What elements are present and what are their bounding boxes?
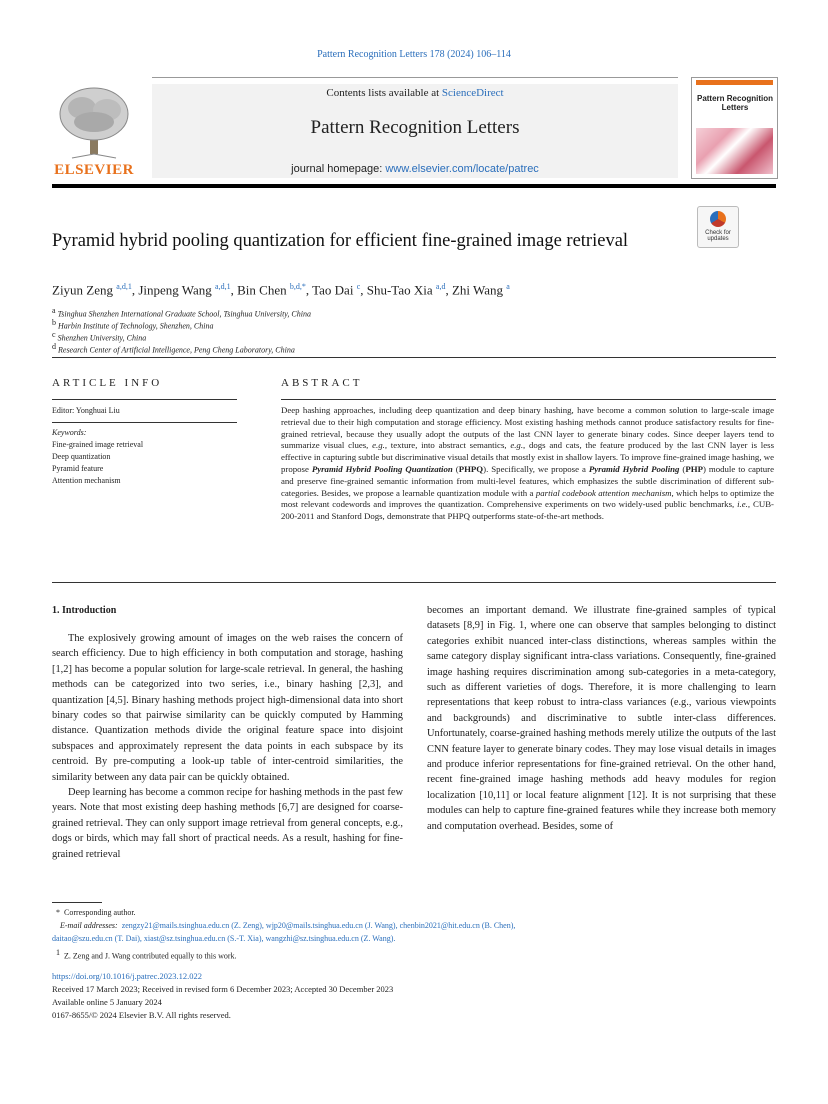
abstract-heading: ABSTRACT	[281, 377, 363, 389]
header-bottom-rule	[52, 184, 776, 188]
homepage-link[interactable]: www.elsevier.com/locate/patrec	[385, 163, 539, 175]
check-updates-icon	[710, 211, 726, 227]
paragraph: Deep learning has become a common recipe for hashing methods in the past few years. Note that most existing deep hashing methods [6,7] are designed for coarse-grained retrieval. They can only support image retrieval from general concepts, e.g., dogs or birds, which may fall short of practical needs. As a result, hashing for fine-grained retrieval	[52, 787, 403, 860]
editor-line: Editor: Yonghuai Liu	[52, 406, 120, 415]
footnote-emails-cont	[52, 934, 395, 943]
cover-title: Pattern Recognition Letters	[696, 94, 773, 112]
keyword: Fine-grained image retrieval	[52, 440, 144, 449]
contents-line	[152, 87, 678, 99]
author-name: Jinpeng Wang	[138, 282, 212, 298]
author-name: Tao Dai	[312, 282, 354, 298]
available-online: Available online 5 January 2024	[52, 997, 162, 1007]
paragraph: becomes an important demand. We illustrate fine-grained samples of typical datasets [8,9] in Fig. 1, where one can observe that samples belonging to distinct categories exhibit nuanced inter-class distinctions, whereas samples within the same category display significant intra-class variations. Consequently, fine-grained image hashing requires discrimination among sub-categories in a meta-category, such as different varieties of dogs. Therefore, it is more challenging to learn representations that keep robust to intra-class variances (e.g., various viewpoints and backgrounds) and discriminative to subtle inter-class differences. Unfortunately, coarse-grained hashing methods merely utilize the outputs of the last CNN feature layer to generate binary codes. They may lose visual details in images and produce inferior representations for fine-grained retrieval. On the other hand, recent fine-grained image hashing methods add heavy modules for region localization [10,11] or local feature alignment [12]. It is not surprising that these modules can help to capture fine-grained features while they increase both memory and computation overhead. Besides, some of	[427, 605, 776, 832]
cover-art	[696, 128, 773, 174]
journal-cover-thumbnail[interactable]	[691, 77, 778, 179]
affil-mark: c	[52, 330, 56, 339]
homepage-prefix: journal homepage:	[291, 163, 386, 175]
keyword: Pyramid feature	[52, 464, 104, 473]
article-info-heading: ARTICLE INFO	[52, 377, 163, 389]
affil-mark: b	[52, 318, 56, 327]
contents-prefix: Contents lists available at	[326, 87, 442, 99]
author-affil-mark[interactable]: a,d,1	[116, 282, 132, 291]
journal-name: Pattern Recognition Letters	[310, 117, 520, 138]
publisher-name: ELSEVIER	[54, 162, 134, 178]
author-affil-mark[interactable]: a	[506, 282, 510, 291]
author-affil-mark[interactable]: c	[356, 282, 361, 291]
received-dates: Received 17 March 2023; Received in revised form 6 December 2023; Accepted 30 December 2023	[52, 984, 394, 994]
divider	[52, 422, 237, 423]
header-top-rule	[152, 77, 678, 78]
check-updates-label: Check for updates	[705, 230, 731, 242]
keyword: Attention mechanism	[52, 476, 121, 485]
divider	[52, 582, 776, 583]
footnote-rule	[52, 902, 102, 903]
sciencedirect-link[interactable]: ScienceDirect	[441, 87, 504, 99]
affiliation-a	[52, 306, 311, 319]
section-heading-introduction: 1. Introduction	[52, 605, 117, 616]
author-affil-mark[interactable]: b,d,*	[289, 282, 306, 291]
email-links[interactable]: daitao@szu.edu.cn (T. Dai), xiast@sz.tsinghua.edu.cn (S.-T. Xia), wangzhi@sz.tsinghua.edu.cn (Z. Wang).	[52, 934, 396, 943]
affil-text: Shenzhen University, China	[57, 333, 147, 343]
affil-mark: a	[52, 306, 56, 315]
cover-band	[696, 80, 773, 85]
author-name: Shu-Tao Xia	[366, 282, 433, 298]
author-list: Ziyun Zeng $^{a,d,1}$, Jinpeng Wang $^{a,d,1}$, Bin Chen $^{b,d,*}$, Tao Dai $^c$, Shu-Tao Xia $^{a,d}$, Zhi Wang $^a$	[52, 282, 510, 298]
affiliation-b	[52, 318, 213, 331]
paragraph: The explosively growing amount of images on the web raises the concern of search efficiency. Due to high efficiency in both computation and storage, hashing [1,2] has become a popular solution for large-scale retrieval. In general, the hashing methods can be categorized into two series, i.e., binary hashing [2,3], and quantization [4,5]. Binary hashing methods project high-dimensional data into short binary codes so that pairwise similarity can be quickly computed by Hamming distance. Quantization methods divide the original feature space into disjoint subspaces and approximately represent the data points in each subspace by its centroid. By pre-computing a look-up table of inter-centroid similarities, the similarity between any data pair can be quickly obtained.	[52, 633, 403, 783]
affil-text: Tsinghua Shenzhen International Graduate School, Tsinghua University, China	[57, 309, 311, 319]
affil-mark: d	[52, 342, 56, 351]
doi-link[interactable]: https://doi.org/10.1016/j.patrec.2023.12.022	[52, 971, 202, 981]
keyword: Deep quantization	[52, 452, 111, 461]
footnote-emails: E-mail addresses: zengzy21@mails.tsinghua.edu.cn (Z. Zeng), wjp20@mails.tsinghua.edu.cn (J. Wang), chenbin2021@hit.edu.cn (B. Chen),	[60, 921, 516, 930]
author-name: Ziyun Zeng	[52, 282, 114, 298]
affil-text: Harbin Institute of Technology, Shenzhen, China	[58, 321, 214, 331]
body-column-left	[52, 631, 403, 862]
author-affil-mark[interactable]: a,d,1	[215, 282, 231, 291]
abstract-text: Deep hashing approaches, including deep quantization and deep binary hashing, have become a common solution to large-scale image retrieval due to their high computation and storage efficiency. Most existing hashing methods cannot produce satisfactory results for fine-grained retrieval, because they usually adopt the outputs of the last CNN layer to generate binary codes. Since deeper layers tend to summarize visual clues, e.g., texture, into abstract semantics, e.g., dogs and cats, the feature produced by the last CNN layer is less effective in capturing subtle but discriminative visual details that mostly exist in shallow layers. To improve fine-grained image hashing, we propose Pyramid Hybrid Pooling Quantization (PHPQ). Specifically, we propose a Pyramid Hybrid Pooling (PHP) module to capture and preserve fine-grained semantic information from multi-level features, which emphasizes the subtle discrimination of different sub-categories. Besides, we propose a learnable quantization module with a partial codebook attention mechanism, which helps to optimize the most relevant codewords and improves the quantization. Comprehensive experiments on two widely-used public benchmarks, i.e., CUB-200-2011 and Stanford Dogs, demonstrate that PHPQ outperforms state-of-the-art methods.	[281, 405, 774, 522]
email-links[interactable]: zengzy21@mails.tsinghua.edu.cn (Z. Zeng), wjp20@mails.tsinghua.edu.cn (J. Wang), chenbin2021@hit.edu.cn (B. Chen),	[121, 921, 516, 930]
divider	[52, 399, 237, 400]
paper-title: Pyramid hybrid pooling quantization for efficient fine-grained image retrieval	[52, 231, 629, 251]
divider	[52, 357, 776, 358]
author-name: Zhi Wang	[451, 282, 504, 298]
keywords-label: Keywords:	[52, 428, 87, 437]
affiliation-d	[52, 342, 295, 355]
copyright: 0167-8655/© 2024 Elsevier B.V. All rights reserved.	[52, 1010, 231, 1020]
journal-reference[interactable]: Pattern Recognition Letters 178 (2024) 106–114	[317, 49, 511, 60]
affil-text: Research Center of Artificial Intelligence, Peng Cheng Laboratory, China	[58, 345, 295, 355]
body-column-right	[427, 603, 776, 834]
footnote-equal-contribution: $^1$ Z. Zeng and J. Wang contributed equally to this work.	[56, 948, 237, 961]
check-for-updates-badge[interactable]	[697, 206, 739, 248]
affiliation-c	[52, 330, 146, 343]
journal-homepage	[152, 163, 678, 175]
author-affil-mark[interactable]: a,d	[435, 282, 446, 291]
author-name: Bin Chen	[237, 282, 287, 298]
divider	[281, 399, 776, 400]
footnote-corresponding: * Corresponding author.	[52, 908, 136, 917]
